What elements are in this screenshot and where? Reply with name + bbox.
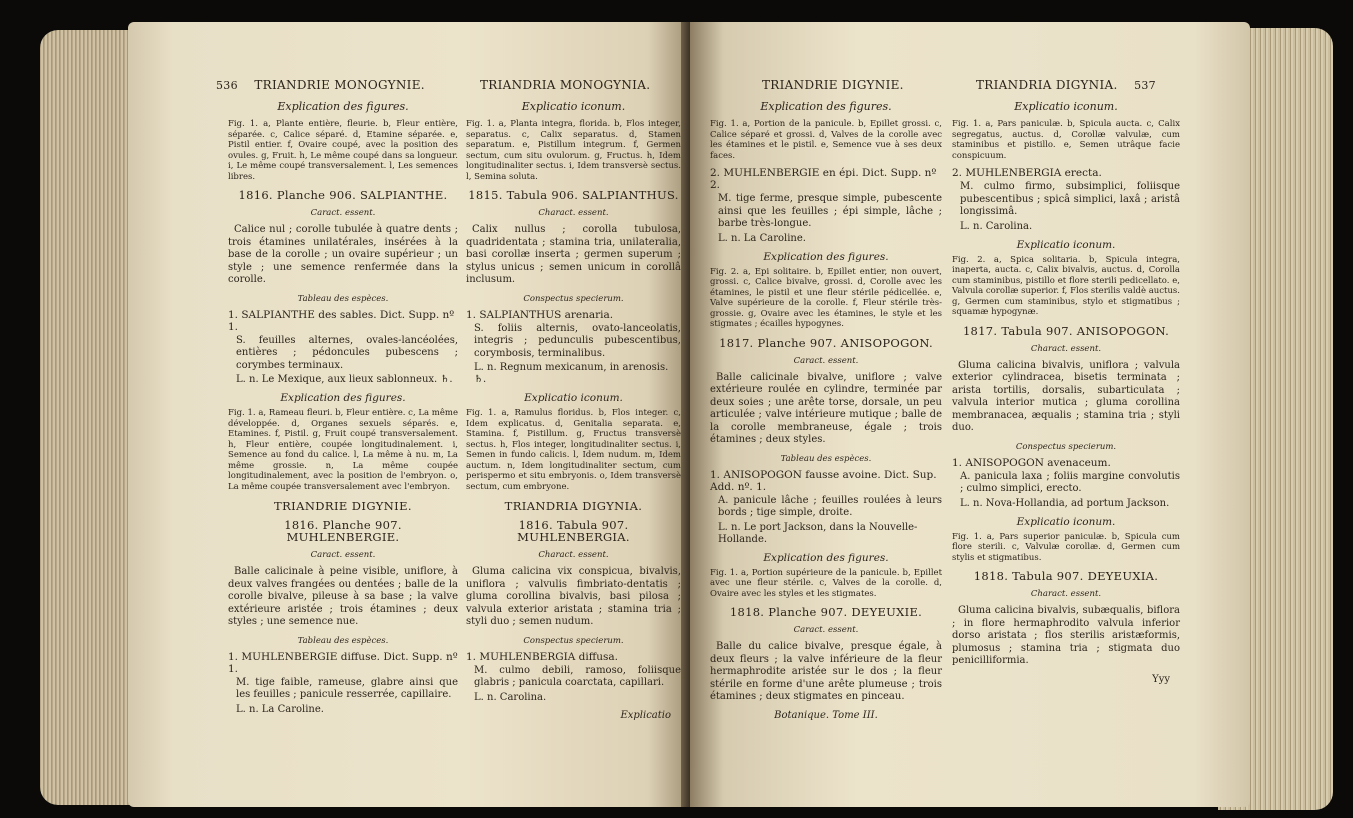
- left-page-header-la: TRIANDRIA MONOGYNIA.: [480, 78, 651, 92]
- species-body: M. tige ferme, presque simple, pubescente ainsi que les feuilles ; épi simple, lâche ; barbe très-longue.: [718, 193, 942, 229]
- fig-caption: Fig. 1. a, Rameau fleuri. b, Fleur entière. c, La même développée. d, Organes sexuels séparés. e, Etamines. f, Pistil. g, Fruit coupé transversalement. h, Fleur entière, coupée longitudinalement. i, Semence au fond du calice. l, La même à nu. m, La même grossie. n, La même coupée longitudinalement, avec la position de l'embryon. o, La même coupée transversalement avec l'embryon.: [228, 408, 458, 492]
- caract-heading: Charact. essent.: [538, 208, 609, 218]
- expl-title: Explication des figures.: [763, 250, 889, 263]
- section-heading: 1816. Tabula 907. MUHLENBERGIA.: [517, 518, 630, 544]
- species-title: 1. SALPIANTHE des sables. Dict. Supp. nº 1.: [228, 308, 455, 333]
- right-la-column: [952, 98, 1180, 686]
- caract-heading: Charact. essent.: [1030, 343, 1102, 354]
- species-title: 1. SALPIANTHUS arenaria.: [466, 308, 614, 321]
- left-page-number: 536: [216, 79, 238, 92]
- fig-caption: Fig. 2. a, Epi solitaire. b, Epillet entier, non ouvert, grossi. c, Calice bivalve, grossi. d, Corolle avec les étamines, le pistil et une fleur stérile pédicellée. e, Valve supérieure de la corolle. f, Fleur stérile très-grossie. g, Ovaire avec les étamines, le style et les stigmates ; écailles hypogynes.: [710, 266, 942, 329]
- left-page: [128, 22, 693, 807]
- signature-mark: Yyy: [1152, 673, 1170, 685]
- species-title: 2. MUHLENBERGIE en épi. Dict. Supp. nº 2.: [710, 167, 937, 191]
- species-table-heading: Tableau des espèces.: [780, 453, 872, 464]
- caract-heading: Caract. essent.: [310, 550, 376, 560]
- right-page-header-la: TRIANDRIA DIGYNIA. 537: [976, 78, 1156, 92]
- expl-title: Explication des figures.: [760, 100, 892, 113]
- species-locality: L. n. Nova-Hollandia, ad portum Jackson.: [960, 497, 1170, 509]
- section-heading: 1817. Tabula 907. ANISOPOGON.: [962, 323, 1170, 338]
- species-table-heading: Conspectus specierum.: [523, 293, 624, 304]
- species-body: A. panicule lâche ; feuilles roulées à leurs bords ; tige simple, droite.: [718, 494, 942, 518]
- caract-heading: Charact. essent.: [1030, 589, 1102, 599]
- species-locality: L. n. La Caroline.: [718, 232, 806, 244]
- right-page-header-fr: TRIANDRIE DIGYNIE.: [762, 78, 904, 92]
- species-body: S. feuilles alternes, ovales-lancéolées, entières ; pédoncules pubescens ; corymbes terminaux.: [236, 334, 458, 371]
- species-body: M. culmo firmo, subsimplici, foliisque pubescentibus ; spicâ simplici, laxâ ; aristâ longissimâ.: [960, 181, 1180, 217]
- fig-caption: Fig. 1. a, Plante entière, fleurie. b, Fleur entière, séparée. c, Calice séparé. d, Etamine séparée. e, Pistil entier. f, Ovaire coupé, avec la position des ovules. g, Fruit. h, Le même coupé dans sa longueur. i, Le même coupé transversalement. l, Les semences libres.: [228, 119, 458, 182]
- species-table-heading: Tableau des espèces.: [297, 293, 389, 304]
- genus-description: Gluma calicina vix conspicua, bivalvis, uniflora ; valvulis fimbriato-dentatis ; gluma corollina bivalvis, basi pilosa ; valvula exterior aristata ; stamina tria ; styli duo ; semen nudum.: [466, 566, 681, 627]
- caract-heading: Caract. essent.: [793, 625, 859, 635]
- left-fr-column: [228, 98, 458, 722]
- species-table-heading: Conspectus specierum.: [523, 635, 624, 646]
- species-title: 1. MUHLENBERGIA diffusa.: [466, 650, 618, 663]
- section-heading: 1815. Tabula 906. SALPIANTHUS.: [468, 188, 679, 202]
- species-locality: L. n. La Caroline.: [236, 703, 324, 715]
- fig-caption: Fig. 1. a, Portion supérieure de la panicule. b, Epillet avec une fleur stérile. c, Valves de la corolle. d, Ovaire avec les styles et les stigmates.: [710, 567, 942, 599]
- right-fr-column: [710, 98, 942, 722]
- volume-signature: Botanique. Tome III.: [774, 709, 878, 721]
- species-body: M. culmo debili, ramoso, foliisque glabris ; panicula coarctata, capillari.: [474, 664, 681, 688]
- left-page-header-fr: 536 TRIANDRIE MONOGYNIE.: [216, 78, 425, 92]
- species-body: S. foliis alternis, ovato-lanceolatis, integris ; pedunculis pubescentibus, corymbosis, terminalibus.: [474, 322, 681, 359]
- fig-caption: Fig. 1. a, Portion de la panicule. b, Epillet grossi. c, Calice séparé et grossi. d, Valves de la corolle avec les étamines et le pistil. e, Semence vue à ses deux faces.: [710, 119, 942, 161]
- genus-description: Balle calicinale à peine visible, uniflore, à deux valves frangées ou dentées ; balle de la corolle bivalve, pileuse à sa base ; la valve extérieure aristée ; trois étamines ; deux styles ; une semence nue.: [228, 566, 458, 627]
- left-la-column: [466, 98, 681, 722]
- fig-caption: Fig. 1. a, Pars superior paniculæ. b, Spicula cum flore sterili. c, Valvulæ corollæ. d, Germen cum stylis et stigmatibus.: [952, 531, 1180, 563]
- fig-caption: Fig. 1. a, Planta integra, florida. b, Flos integer, separatus. c, Calix separatus. d, Stamen separatum. e, Pistillum integrum. f, Germen sectum, cum situ ovulorum. g, Fructus. h, Idem longitudinaliter sectus. i, Idem transversè sectus. l, Semina soluta.: [466, 119, 681, 182]
- section-heading: 1817. Planche 907. ANISOPOGON.: [719, 335, 933, 350]
- expl-title: Explicatio iconum.: [524, 392, 623, 404]
- catchword: Explicatio: [620, 709, 671, 721]
- species-body: A. panicula laxa ; foliis margine convolutis ; culmo simplici, erecto.: [960, 470, 1180, 494]
- species-table-heading: Conspectus specierum.: [1015, 441, 1117, 452]
- genus-heading: TRIANDRIA DIGYNIA.: [504, 499, 643, 513]
- section-heading: 1816. Planche 906. SALPIANTHE.: [238, 188, 448, 202]
- species-locality: L. n. Carolina.: [474, 691, 547, 703]
- fig-caption: Fig. 2. a, Spica solitaria. b, Spicula integra, inaperta, aucta. c, Calix bivalvis, auctus. d, Corolla cum staminibus, pistillo et flore sterili pedicellato. e, Valvula corollæ superior. f, Flos sterilis valdè auctus. g, Germen cum staminibus, stylo et stigmatibus ; squamæ hypogynæ.: [952, 254, 1180, 317]
- genus-description: Balle du calice bivalve, presque égale, à deux fleurs ; la valve inférieure de la fleur hermaphrodite aristée sur le dos ; la fleur stérile en forme d'une arête plumeuse ; trois étamines ; deux stigmates en pinceau.: [710, 641, 942, 702]
- section-heading: 1818. Tabula 907. DEYEUXIA.: [973, 569, 1159, 583]
- species-locality: L. n. Carolina.: [960, 220, 1033, 232]
- right-page: [690, 22, 1250, 807]
- section-heading: 1818. Planche 907. DEYEUXIE.: [729, 605, 923, 619]
- species-locality: L. n. Le port Jackson, dans la Nouvelle-Hollande.: [718, 521, 918, 545]
- expl-title: Explication des figures.: [280, 392, 406, 404]
- expl-title: Explicatio iconum.: [1014, 100, 1118, 113]
- species-title: 1. MUHLENBERGIE diffuse. Dict. Supp. nº 1.: [228, 650, 458, 675]
- genus-description: Calix nullus ; corolla tubulosa, quadridentata ; stamina tria, unilateralia, basi corollæ inserta ; germen superum ; stylus unicus ; semen unicum in corollâ inclusum.: [466, 224, 681, 285]
- expl-title: Explication des figures.: [763, 551, 889, 564]
- species-locality: L. n. Regnum mexicanum, in arenosis. ♄.: [474, 362, 669, 385]
- caract-heading: Caract. essent.: [310, 208, 376, 218]
- species-body: M. tige faible, rameuse, glabre ainsi que les feuilles ; panicule resserrée, capillaire.: [236, 676, 458, 700]
- genus-description: Gluma calicina bivalvis, uniflora ; valvula exterior cylindracea, bisetis terminata ; arista tortilis, dorsalis, subarticulata ; valvula interior mutica ; gluma corollina membranacea, æqualis ; stamina tria ; styli duo.: [952, 359, 1180, 433]
- species-table-heading: Tableau des espèces.: [297, 635, 389, 646]
- species-locality: L. n. Le Mexique, aux lieux sablonneux. ♄.: [236, 374, 453, 385]
- section-heading: 1816. Planche 907. MUHLENBERGIE.: [284, 518, 402, 544]
- genus-description: Calice nul ; corolle tubulée à quatre dents ; trois étamines unilatérales, insérées à la base de la corolle ; un ovaire supérieur ; un style ; une semence renfermée dans la corolle.: [228, 224, 458, 285]
- genus-heading: TRIANDRIE DIGYNIE.: [274, 499, 412, 513]
- fig-caption: Fig. 1. a, Pars paniculæ. b, Spicula aucta. c, Calix segregatus, auctus. d, Corollæ valvulæ, cum staminibus et pistillo. e, Semen utrâque facie conspicuum.: [952, 119, 1180, 161]
- right-page-number: 537: [1134, 79, 1156, 92]
- caract-heading: Caract. essent.: [793, 355, 859, 366]
- species-title: 1. ANISOPOGON avenaceum.: [952, 456, 1111, 469]
- expl-title: Explicatio iconum.: [1016, 515, 1116, 528]
- genus-description: Balle calicinale bivalve, uniflore ; valve extérieure roulée en cylindre, terminée par deux soies ; une arête torse, dorsale, un peu articulée ; valve intérieure mutique ; balle de la corolle membraneuse, égale ; trois étamines ; deux styles.: [710, 371, 942, 445]
- species-title: 2. MUHLENBERGIA erecta.: [952, 167, 1102, 179]
- caract-heading: Charact. essent.: [538, 550, 609, 560]
- species-title: 1. ANISOPOGON fausse avoine. Dict. Sup. Add. nº. 1.: [710, 468, 937, 493]
- expl-title: Explicatio iconum.: [521, 100, 626, 113]
- genus-description: Gluma calicina bivalvis, subæqualis, biflora ; in flore hermaphrodito valvula inferior dorso aristata ; flos sterilis aristæformis, plumosus ; stamina tria ; stigmata duo penicilliformia.: [952, 605, 1180, 666]
- expl-title: Explicatio iconum.: [1016, 238, 1116, 251]
- expl-title: Explication des figures.: [277, 100, 409, 113]
- fig-caption: Fig. 1. a, Ramulus floridus. b, Flos integer. c, Idem explicatus. d, Genitalia separata. e, Stamina. f, Pistillum. g, Fructus transversè sectus. h, Flos integer, longitudinaliter sectus. i, Semen in fundo calicis. l, Idem nudum. m, Idem auctum. n, Idem longitudinaliter sectum, cum perispermo et situ embryonis. o, Idem transversè sectum, cum embryone.: [466, 408, 681, 492]
